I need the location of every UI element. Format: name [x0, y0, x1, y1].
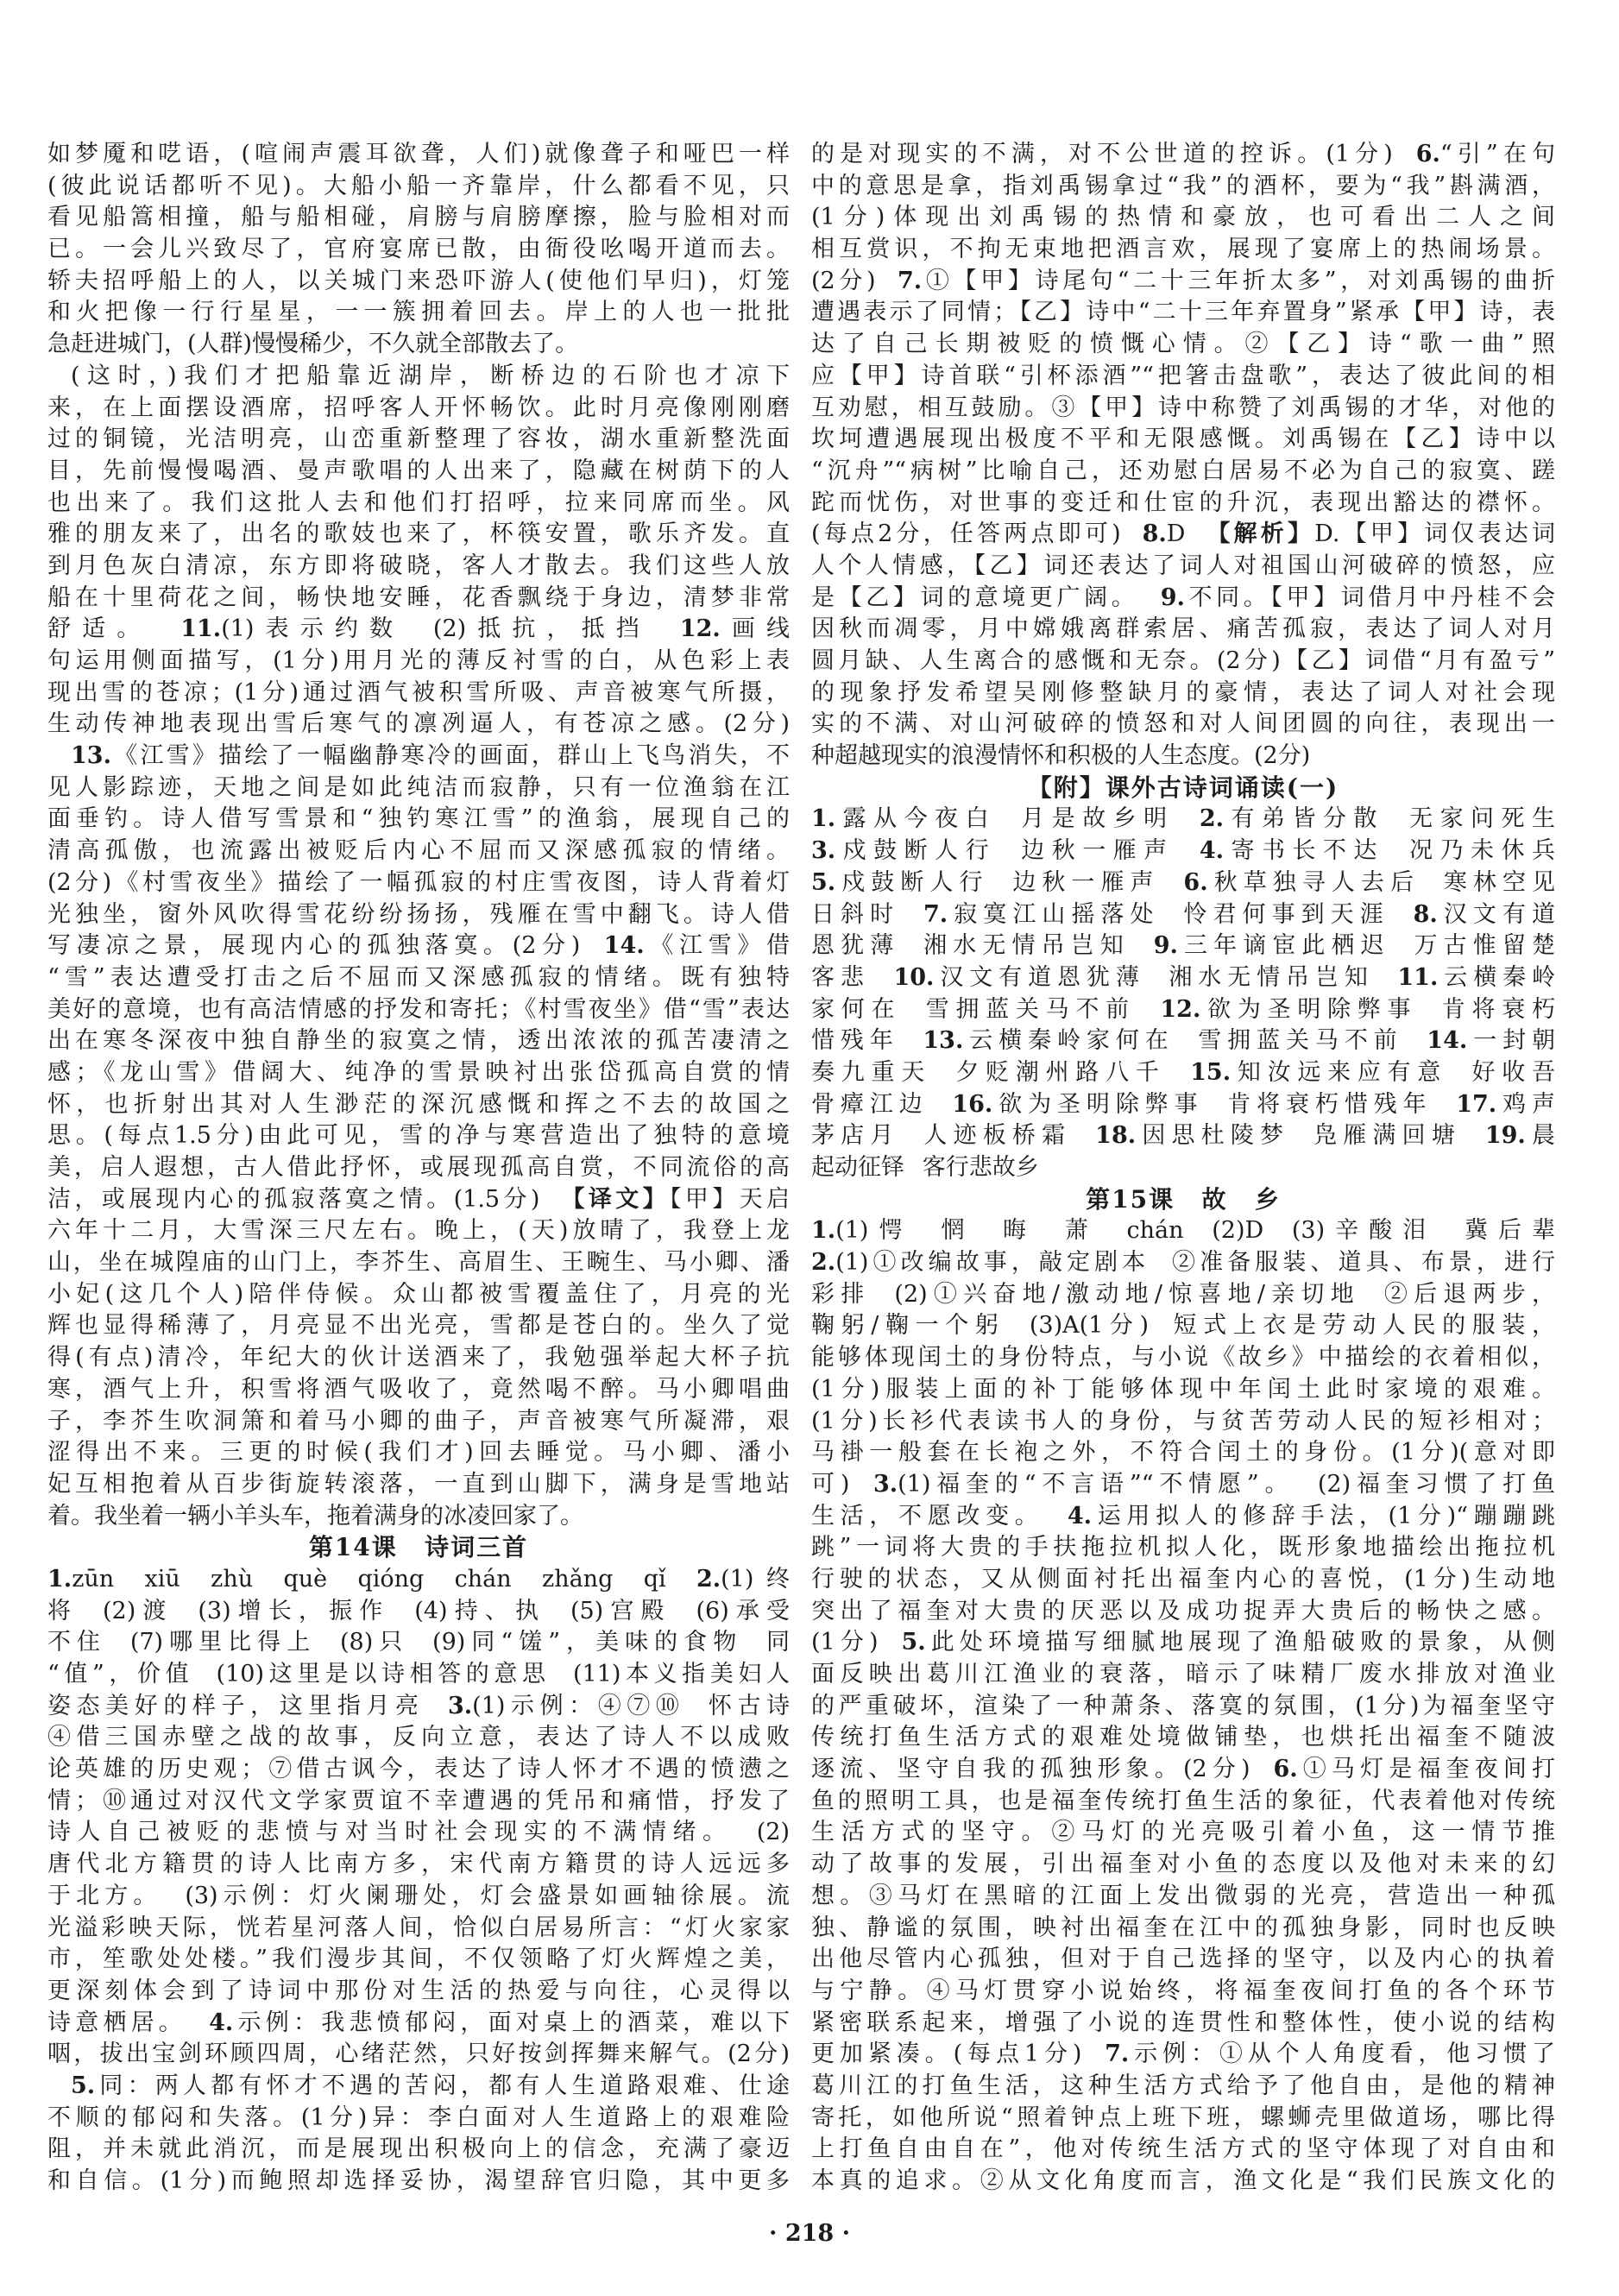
- question-number: 14.: [603, 932, 645, 960]
- text-line: 葛川江的打鱼生活，这种生活方式给予了他自由，是他的精神: [811, 2072, 1555, 2099]
- text-line: 光溢彩映天际，恍若星河落人间，恰似白居易所言：“灯火家家: [47, 1914, 790, 1941]
- text-line: (2分)《村雪夜坐》描绘了一幅孤寂的村庄雪夜图，诗人背着灯: [47, 868, 790, 896]
- text-line: 寒，酒气上升，积雪将酒气吸收了，竟然喝不醉。马小卿唱曲: [47, 1375, 790, 1403]
- text-line: 咽，拔出宝剑环顾四周，心绪茫然，只好按剑挥舞来解气。(2分): [47, 2041, 790, 2068]
- text-line: 1.zūn xiū zhù què qióng chán zhǎng qǐ 2.(1)终: [47, 1565, 790, 1593]
- text-line: (1分)服装上面的补丁能够体现中年闰土此时家境的艰难。: [811, 1375, 1555, 1403]
- section-heading: 第14课 诗词三首: [308, 1533, 529, 1562]
- question-number: 6.: [1273, 1756, 1298, 1783]
- text-line: 句运用侧面描写，(1分)用月光的薄反衬雪的白，从色彩上表: [47, 647, 790, 674]
- text-line: 急赶进城门，(人群)慢慢稀少，不久就全部散去了。: [47, 331, 579, 358]
- question-number: 12.: [1160, 995, 1201, 1023]
- question-number: 14.: [1427, 1027, 1468, 1055]
- label-tag: 【译文】: [561, 1185, 670, 1213]
- text-line: 也出来了。我们这批人去和他们打招呼，拉来同席而坐。风: [47, 489, 790, 516]
- text-line: 情；⑩通过对汉代文学家贾谊不幸遭遇的凭吊和痛惜，抒发了: [47, 1787, 790, 1814]
- question-number: 1.: [47, 1565, 72, 1593]
- right-column: [811, 139, 1555, 2198]
- text-line: 可) 3.(1)福奎的“不言语”“不情愿”。 (2)福奎习惯了打鱼: [811, 1470, 1555, 1498]
- text-line: 13.《江雪》描绘了一幅幽静寒冷的画面，群山上飞鸟消失，不: [71, 742, 790, 770]
- text-line: 能够体现闰土的身份特点，与小说《故乡》中描绘的衣着相似，: [811, 1344, 1555, 1372]
- text-line: 马褂一般套在长袍之外，不符合闰土的身份。(1分)(意对即: [811, 1439, 1555, 1467]
- text-line: 达了自己长期被贬的愤慨心情。②【乙】诗“歌一曲”照: [811, 331, 1555, 358]
- text-line: (1分)长衫代表读书人的身份，与贫苦劳动人民的短衫相对；: [811, 1407, 1555, 1435]
- text-line: 得(有点)清冷，年纪大的伙计送酒来了，我勉强举起大杯子抗: [47, 1344, 790, 1372]
- text-line: 2.(1)①改编故事，敲定剧本 ②准备服装、道具、布景，进行: [811, 1249, 1555, 1277]
- question-number: 5.: [71, 2072, 96, 2099]
- page-number: · 218 ·: [769, 2220, 850, 2247]
- question-number: 2.: [696, 1565, 721, 1593]
- text-line: 行驶的状态，又从侧面衬托出福奎内心的喜悦，(1分)生动地: [811, 1565, 1555, 1593]
- text-line: (彼此说话都听不见)。大船小船一齐靠岸，什么都看不见，只: [47, 172, 790, 199]
- text-line: 面反映出葛川江渔业的衰落，暗示了味精厂废水排放对渔业: [811, 1661, 1555, 1687]
- question-number: 1.: [811, 805, 836, 833]
- text-line: 出在寒冬深夜中独自静坐的寂寞之情，透出浓浓的孤苦凄清之: [47, 1027, 790, 1055]
- left-column: [47, 139, 790, 2198]
- text-line: 不顺的郁闷和失落。(1分)异：李白面对人生道路上的艰难险: [47, 2104, 790, 2131]
- text-line: (1分) 5.此处环境描写细腻地展现了渔船破败的景象，从侧: [811, 1629, 1555, 1656]
- text-line: “值”，价值 (10)这里是以诗相答的意思 (11)本义指美妇人: [47, 1661, 790, 1687]
- text-line: 美好的意境，也有高洁情感的抒发和寄托；《村雪夜坐》借“雪”表达: [47, 995, 790, 1023]
- text-line: 动了故事的发展，引出福奎对小鱼的态度以及他对未来的幻: [811, 1851, 1555, 1878]
- text-line: 上打鱼自由自在”，他对传统生活方式的坚守体现了对自由和: [811, 2135, 1555, 2163]
- text-line: 船在十里荷花之间，畅快地安睡，花香飘绕于身边，清梦非常: [47, 583, 790, 611]
- question-number: 17.: [1456, 1090, 1497, 1118]
- text-line: 面垂钓。诗人借写雪景和“独钓寒江雪”的渔翁，展现自己的: [47, 805, 790, 833]
- text-line: 和火把像一行行星星，一一簇拥着回去。岸上的人也一批批: [47, 299, 790, 326]
- question-number: 8.: [1413, 900, 1438, 928]
- text-line: 论英雄的历史观；⑦借古讽今，表达了诗人怀才不遇的愤懑之: [47, 1756, 790, 1783]
- text-line: 的是对现实的不满，对不公世道的控诉。(1分) 6.“引”在句: [811, 141, 1555, 167]
- text-line: 跳”一词将大贵的手扶拖拉机拟人化，既形象地描绘出拖拉机: [811, 1534, 1555, 1561]
- text-line: 子，李芥生吹洞箫和着马小卿的曲子，声音被寒气所凝滞，艰: [47, 1407, 790, 1435]
- text-line: 生活，不愿改变。 4.运用拟人的修辞手法，(1分)“蹦蹦跳: [811, 1502, 1555, 1530]
- text-line: 奏九重天 夕贬潮州路八千 15.知汝远来应有意 好收吾: [811, 1058, 1555, 1086]
- text-line: 的现象抒发希望吴刚修整缺月的豪情，表达了词人对社会现: [811, 678, 1555, 706]
- text-line: 家何在 雪拥蓝关马不前 12.欲为圣明除弊事 肯将衰朽: [811, 995, 1555, 1023]
- text-line: 阻，并未就此消沉，而是展现出积极向上的信念，充满了豪迈: [47, 2135, 790, 2163]
- question-number: 5.: [901, 1629, 926, 1656]
- text-line: 着。我坐着一辆小羊头车，拖着满身的冰凌回家了。: [47, 1502, 583, 1530]
- text-line: 出他尽管内心孤独，但对于自己选择的坚守，以及内心的执着: [811, 1946, 1555, 1973]
- text-line: 种超越现实的浪漫情怀和积极的人生态度。(2分): [811, 742, 1311, 770]
- question-number: 3.: [811, 837, 836, 865]
- question-number: 7.: [898, 267, 923, 294]
- text-line: 5.同：两人都有怀才不遇的苦闷，都有人生道路艰难、仕途: [71, 2072, 790, 2099]
- question-number: 12.: [679, 615, 721, 643]
- text-line: 如梦魇和呓语，(喧闹声震耳欲聋，人们)就像聋子和哑巴一样: [47, 141, 790, 167]
- question-number: 1.: [811, 1217, 836, 1245]
- text-line: 因秋而凋零，月中嫦娥离群索居、痛苦孤寂，表达了词人对月: [811, 615, 1555, 643]
- section-heading: 【附】课外古诗词诵读(一): [1027, 773, 1339, 802]
- text-line: 怀，也折射出其对人生渺茫的深沉感慨和挥之不去的故国之: [47, 1090, 790, 1118]
- question-number: 11.: [180, 615, 222, 643]
- text-line: 生动传神地表现出雪后寒气的凛冽逼人，有苍凉之感。(2分): [47, 710, 790, 738]
- text-line: 本真的追求。②从文化角度而言，渔文化是“我们民族文化的: [811, 2167, 1555, 2194]
- text-line: 诗人自己被贬的悲愤与对当时社会现实的不满情绪。 (2): [47, 1819, 790, 1846]
- question-number: 9.: [1153, 932, 1178, 960]
- text-line: 1.(1)愕 惘 晦 萧 chán (2)D (3)辛酸泪 冀后辈: [811, 1217, 1555, 1245]
- text-line: 和自信。(1分)而鲍照却选择妥协，渴望辞官归隐，其中更多: [47, 2167, 790, 2194]
- text-line: 是【乙】词的意境更广阔。 9.不同。【甲】词借月中丹桂不会: [811, 583, 1555, 611]
- text-line: 感；《龙山雪》借阔大、纯净的雪景映衬出张岱孤高自赏的情: [47, 1058, 790, 1086]
- text-line: 现出雪的苍凉；(1分)通过酒气被积雪所吸、声音被寒气所摄，: [47, 678, 790, 706]
- text-line: 涩得出不来。三更的时候(我们才)回去睡觉。马小卿、潘小: [47, 1439, 790, 1467]
- text-line: 遭遇表示了同情；【乙】诗中“二十三年弃置身”紧承【甲】诗，表: [811, 299, 1555, 326]
- text-line: 紧密联系起来，增强了小说的连贯性和整体性，使小说的结构: [811, 2009, 1555, 2036]
- text-line: 洁，或展现内心的孤寂落寞之情。(1.5分) 【译文】【甲】天启: [47, 1185, 790, 1213]
- question-number: 4.: [1067, 1502, 1093, 1530]
- text-line: (这时，)我们才把船靠近湖岸，断桥边的石阶也才凉下: [71, 362, 790, 389]
- question-number: 15.: [1190, 1058, 1232, 1086]
- text-line: 唐代北方籍贯的诗人比南方多，宋代南方籍贯的诗人远远多: [47, 1851, 790, 1878]
- question-number: 18.: [1095, 1122, 1137, 1150]
- text-line: 起动征铎 客行悲故乡: [811, 1154, 1039, 1181]
- question-number: 9.: [1160, 583, 1185, 611]
- text-line: (每点2分，任答两点即可) 8.D 【解析】D.【甲】词仅表达词: [811, 520, 1555, 548]
- text-line: 惜残年 13.云横秦岭家何在 雪拥蓝关马不前 14.一封朝: [811, 1027, 1555, 1055]
- text-line: 3.戍鼓断人行 边秋一雁声 4.寄书长不达 况乃未休兵: [811, 837, 1555, 865]
- text-line: 过的铜镜，光洁明亮，山峦重新整理了容妆，湖水重新整洗面: [47, 426, 790, 453]
- text-line: 美，启人遐想，古人借此抒怀，或展现孤高自赏，不同流俗的高: [47, 1154, 790, 1181]
- text-line: 独、静谧的氛围，映衬出福奎在江中的孤独身影，同时也反映: [811, 1914, 1555, 1941]
- text-line: 1.露从今夜白 月是故乡明 2.有弟皆分散 无家问死生: [811, 805, 1555, 833]
- text-line: 互劝慰，相互鼓励。③【甲】诗中称赞了刘禹锡的才华，对他的: [811, 394, 1555, 421]
- text-line: 到月色灰白清凉，东方即将破晓，客人才散去。我们这些人放: [47, 552, 790, 579]
- text-line: “沉舟”“病树”比喻自己，还劝慰白居易不必为自己的寂寞、蹉: [811, 457, 1555, 484]
- question-number: 3.: [872, 1470, 898, 1498]
- question-number: 2.: [1199, 805, 1225, 833]
- text-line: ④借三国赤壁之战的故事，反向立意，表达了诗人不以成败: [47, 1724, 790, 1751]
- text-line: 茅店月 人迹板桥霜 18.因思杜陵梦 凫雁满回塘 19.晨: [811, 1122, 1555, 1150]
- question-number: 11.: [1397, 963, 1439, 991]
- text-line: 圆月缺、人生离合的感慨和无奈。(2分)【乙】词借“月有盈亏”: [811, 647, 1555, 674]
- text-line: 已。一会儿兴致尽了，官府宴席已散，由衙役吆喝开道而去。: [47, 236, 790, 263]
- text-line: 舒适。 11.(1)表示约数 (2)抵抗，抵挡 12.画线: [47, 615, 790, 643]
- text-line: 鱼的照明工具，也是福奎传统打鱼生活的象征，代表着他对传统: [811, 1787, 1555, 1814]
- text-line: “雪”表达遭受打击之后不屈而又深感孤寂的情绪。既有独特: [47, 963, 790, 991]
- text-line: 思。(每点1.5分)由此可见，雪的净与寒营造出了独特的意境: [47, 1122, 790, 1150]
- text-line: 山，坐在城隍庙的山门上，李芥生、高眉生、王畹生、马小卿、潘: [47, 1249, 790, 1277]
- text-line: 市，笙歌处处楼。”我们漫步其间，不仅领略了灯火辉煌之美，: [47, 1946, 790, 1973]
- question-number: 19.: [1484, 1122, 1526, 1150]
- text-line: 更加紧凑。(每点1分) 7.示例：①从个人角度看，他习惯了: [811, 2041, 1555, 2068]
- text-line: 彩排 (2)①兴奋地/激动地/惊喜地/亲切地 ②后退两步，: [811, 1280, 1555, 1308]
- question-number: 6.: [1183, 868, 1208, 896]
- text-line: 于北方。 (3)示例：灯火阑珊处，灯会盛景如画轴徐展。流: [47, 1882, 790, 1909]
- text-line: 日斜时 7.寂寞江山摇落处 怜君何事到天涯 8.汉文有道: [811, 900, 1555, 928]
- text-line: 姿态美好的样子，这里指月亮 3.(1)示例：④⑦⑩ 怀古诗: [47, 1692, 790, 1719]
- text-line: 寄托，如他所说“照着钟点上班下班，螺蛳壳里做道场，哪比得: [811, 2104, 1555, 2131]
- text-line: 来，在上面摆设酒席，招呼客人开怀畅饮。此时月亮像刚刚磨: [47, 394, 790, 421]
- text-line: 诗意栖居。 4.示例：我悲愤郁闷，面对桌上的酒菜，难以下: [47, 2009, 790, 2036]
- text-line: 光独坐，窗外风吹得雪花纷纷扬扬，残雁在雪中翻飞。诗人借: [47, 900, 790, 928]
- label-tag: 【解析】: [1206, 520, 1315, 548]
- text-line: 生活方式的坚守。②马灯的光亮吸引着小鱼，这一情节推: [811, 1819, 1555, 1846]
- section-heading: 第15课 故 乡: [1086, 1184, 1281, 1214]
- text-line: (1分)体现出刘禹锡的热情和豪放，也可看出二人之间: [811, 204, 1555, 231]
- question-number: 3.: [447, 1692, 473, 1719]
- text-line: 辉也显得稀薄了，月亮显不出光亮，雪都是苍白的。坐久了觉: [47, 1312, 790, 1340]
- question-number: 4.: [209, 2009, 234, 2036]
- question-number: 4.: [1199, 837, 1225, 865]
- text-line: 鞠躬/鞠一个躬 (3)A(1分) 短式上衣是劳动人民的服装，: [811, 1312, 1555, 1340]
- text-line: 轿夫招呼船上的人，以关城门来恐吓游人(使他们早归)，灯笼: [47, 267, 790, 294]
- text-line: 写凄凉之景，展现内心的孤独落寞。(2分) 14.《江雪》借: [47, 932, 790, 960]
- question-number: 13.: [71, 742, 111, 770]
- question-number: 10.: [893, 963, 935, 991]
- question-number: 8.: [1142, 520, 1167, 548]
- text-line: 人个人情感，【乙】词还表达了词人对祖国山河破碎的愤怒，应: [811, 552, 1555, 579]
- text-line: 坎坷遭遇展现出极度不平和无限感慨。刘禹锡在【乙】诗中以: [811, 426, 1555, 453]
- text-line: 见人影踪迹，天地之间是如此纯洁而寂静，只有一位渔翁在江: [47, 773, 790, 801]
- text-line: 不住 (7)哪里比得上 (8)只 (9)同“馐”，美味的食物 同: [47, 1629, 790, 1656]
- text-line: 相互赏识，不拘无束地把酒言欢，展现了宴席上的热闹场景。: [811, 236, 1555, 263]
- text-line: 小妃(这几个人)陪伴侍候。众山都被雪覆盖住了，月亮的光: [47, 1280, 790, 1308]
- text-line: 雅的朋友来了，出名的歌妓也来了，杯筷安置，歌乐齐发。直: [47, 520, 790, 548]
- text-line: 5.戍鼓断人行 边秋一雁声 6.秋草独寻人去后 寒林空见: [811, 868, 1555, 896]
- question-number: 13.: [923, 1027, 964, 1055]
- text-line: 目，先前慢慢喝酒、曼声歌唱的人出来了，隐藏在树荫下的人: [47, 457, 790, 484]
- text-line: 恩犹薄 湘水无情吊岂知 9.三年谪宦此栖迟 万古惟留楚: [811, 932, 1555, 960]
- text-line: 中的意思是拿，指刘禹锡拿过“我”的酒杯，要为“我”斟满酒，: [811, 172, 1555, 199]
- question-number: 16.: [952, 1090, 993, 1118]
- text-line: 客悲 10.汉文有道恩犹薄 湘水无情吊岂知 11.云横秦岭: [811, 963, 1555, 991]
- text-line: 的严重破坏，渲染了一种萧条、落寞的氛围，(1分)为福奎坚守: [811, 1692, 1555, 1719]
- text-line: 妃互相抱着从百步街旋转滚落，一直到山脚下，满身是雪地站: [47, 1470, 790, 1498]
- text-line: 清高孤傲，也流露出被贬后内心不屈而又深感孤寂的情绪。: [47, 837, 790, 865]
- text-line: 与宁静。④马灯贯穿小说始终，将福奎夜间打鱼的各个环节: [811, 1977, 1555, 2004]
- text-line: 逐流、坚守自我的孤独形象。(2分) 6.①马灯是福奎夜间打: [811, 1756, 1555, 1783]
- question-number: 7.: [1105, 2041, 1130, 2068]
- text-line: 跎而忧伤，对世事的变迁和仕宦的升沉，表现出豁达的襟怀。: [811, 489, 1555, 516]
- text-line: 更深刻体会到了诗词中那份对生活的热爱与向往，心灵得以: [47, 1977, 790, 2004]
- text-line: 传统打鱼生活方式的艰难处境做铺垫，也烘托出福奎不随波: [811, 1724, 1555, 1751]
- text-line: 突出了福奎对大贵的厌恶以及成功捉弄大贵后的畅快之感。: [811, 1597, 1555, 1624]
- text-line: 实的不满、对山河破碎的愤怒和对人间团圆的向往，表现出一: [811, 710, 1555, 738]
- question-number: 2.: [811, 1249, 836, 1277]
- question-number: 6.: [1415, 141, 1440, 167]
- text-line: 六年十二月，大雪深三尺左右。晚上，(天)放晴了，我登上龙: [47, 1217, 790, 1245]
- text-line: 将 (2)渡 (3)增长，振作 (4)持、执 (5)宫殿 (6)承受: [47, 1597, 790, 1624]
- question-number: 7.: [923, 900, 948, 928]
- text-line: (2分) 7.①【甲】诗尾句“二十三年折太多”，对刘禹锡的曲折: [811, 267, 1555, 294]
- text-line: 看见船篙相撞，船与船相碰，肩膀与肩膀摩擦，脸与脸相对而: [47, 204, 790, 231]
- text-line: 应【甲】诗首联“引杯添酒”“把箸击盘歌”，表达了彼此间的相: [811, 362, 1555, 389]
- text-line: 骨瘴江边 16.欲为圣明除弊事 肯将衰朽惜残年 17.鸡声: [811, 1090, 1555, 1118]
- text-line: 想。③马灯在黑暗的江面上发出微弱的光亮，营造出一种孤: [811, 1882, 1555, 1909]
- question-number: 5.: [811, 868, 836, 896]
